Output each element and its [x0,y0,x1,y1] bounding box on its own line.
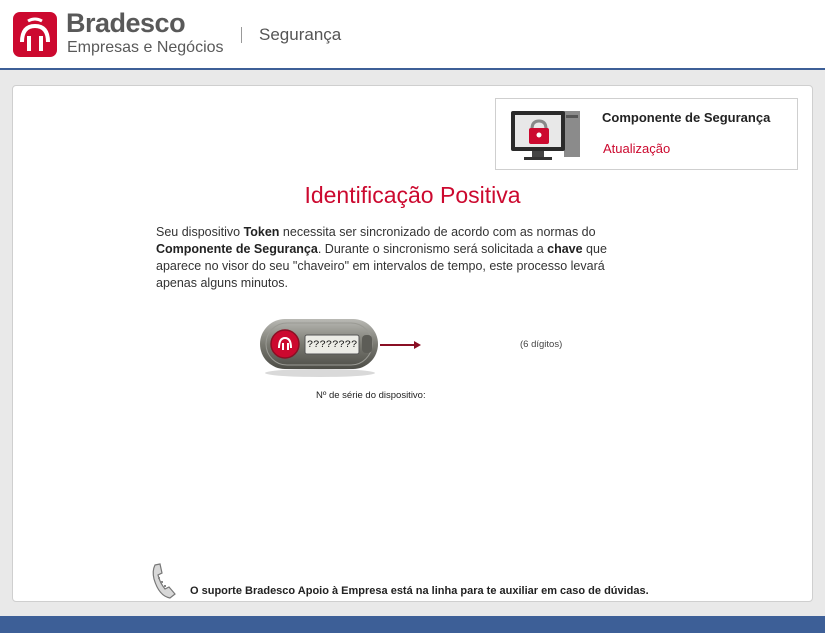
update-link[interactable]: Atualização [603,141,671,156]
token-display: ???????? [307,339,358,351]
header-divider [241,27,242,43]
app-header [0,0,825,70]
support-message: O suporte Bradesco Apoio à Empresa está na linha para te auxiliar em caso de dúvidas. [190,585,649,597]
intro-text-4: que aparece no visor do seu "chaveiro" em intervalos de tempo, este processo levará apenas alguns minutos. [156,242,607,290]
digits-hint: (6 dígitos) [520,339,563,350]
bradesco-logo-icon[interactable] [13,12,57,57]
intro-text-3: . Durante o sincronismo será solicitada a [317,242,548,256]
page-title: Identificação Positiva [304,182,521,208]
security-component-card [495,98,798,170]
section-title: Segurança [259,25,342,44]
brand-subtitle: Empresas e Negócios [67,39,224,56]
intro-text-2: necessita ser sincronizado de acordo com as normas do [279,225,596,239]
intro-bold-key: chave [547,242,583,256]
intro-bold-token: Token [243,225,280,239]
footer-bar [0,616,825,633]
intro-text-1: Seu dispositivo [156,225,244,239]
serial-number-label: Nº de série do dispositivo: [316,390,426,401]
intro-paragraph [156,224,646,292]
monitor-lock-icon [508,107,586,163]
security-card-title: Componente de Segurança [602,110,771,125]
arrow-right-icon [380,340,422,350]
brand-name: Bradesco [66,8,186,38]
phone-icon [149,561,179,601]
intro-bold-component: Componente de Segurança [156,242,318,256]
